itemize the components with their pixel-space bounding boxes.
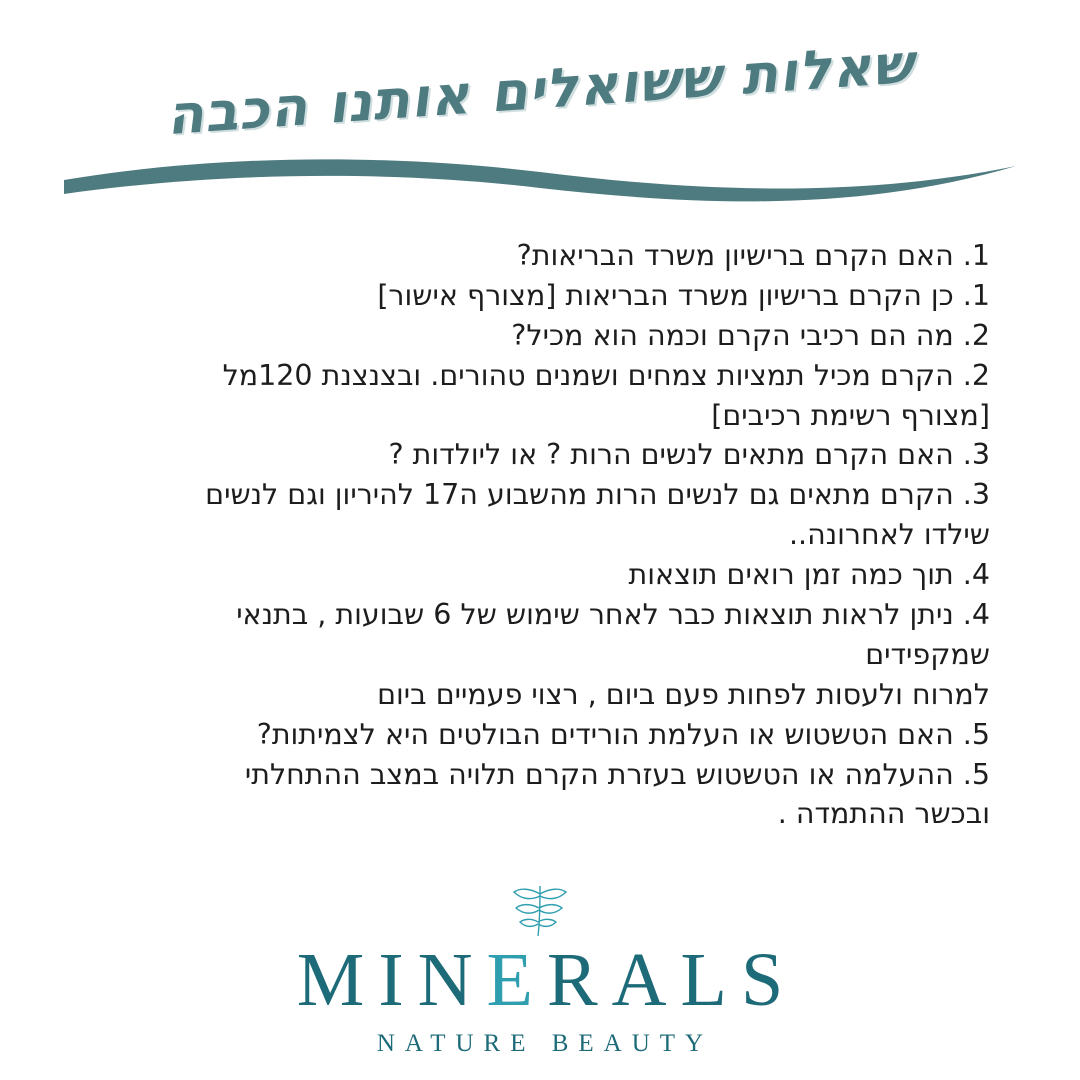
faq-line: 4. תוך כמה זמן רואים תוצאות <box>628 558 990 592</box>
faq-line: ובכשר ההתמדה . <box>777 797 990 831</box>
header <box>0 0 1080 215</box>
faq-line: 3. האם הקרם מתאים לנשים הרות ? או ליולדות ? <box>388 438 990 472</box>
brand-suffix: RALS <box>546 938 798 1022</box>
faq-body <box>0 215 1080 833</box>
faq-line: 4. ניתן לראות תוצאות כבר לאחר שימוש של 6 שבועות , בתנאי <box>236 598 990 632</box>
faq-line: 2. מה הם רכיבי הקרם וכמה הוא מכיל? <box>511 318 990 352</box>
faq-line: 3. הקרם מתאים גם לנשים הרות מהשבוע ה17 להיריון וגם לנשים <box>205 478 990 512</box>
faq-line: 1. האם הקרם ברישיון משרד הבריאות? <box>516 239 990 272</box>
brand-prefix: MIN <box>296 938 487 1022</box>
brand-logo <box>0 882 1080 1058</box>
brand-accent-letter: E <box>486 938 547 1022</box>
brand-tagline: NATURE BEAUTY <box>376 1030 714 1057</box>
leaf-branch-icon <box>500 882 580 940</box>
faq-line: 2. הקרם מכיל תמציות צמחים ושמנים טהורים. ובצנצנת 120מל <box>222 358 990 392</box>
page-title: שאלות ששואלים אותנו הכבה <box>164 31 916 148</box>
faq-line: [מצורף רשימת רכיבים] <box>711 398 990 432</box>
faq-line: 5. האם הטשטוש או העלמת הורידים הבולטים היא לצמיתות? <box>256 717 990 751</box>
faq-line: למרוח ולעסות לפחות פעם ביום , רצוי פעמיים ביום <box>377 677 990 711</box>
faq-line: שילדו לאחרונה.. <box>788 518 990 552</box>
faq-line: 1. כן הקרם ברישיון משרד הבריאות [מצורף אישור] <box>377 278 990 312</box>
faq-line: שמקפידים <box>865 637 990 671</box>
faq-line: 5. ההעלמה או הטשטוש בעזרת הקרם תלויה במצב ההתחלתי <box>244 757 990 791</box>
brand-wordmark <box>0 938 1080 1022</box>
wave-divider-icon <box>60 150 1020 210</box>
